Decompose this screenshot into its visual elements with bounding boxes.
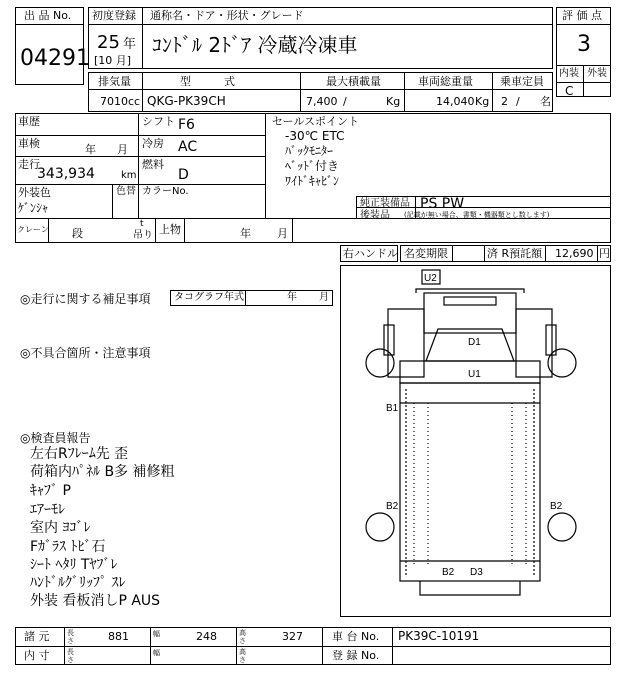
inner-dimensions-label: 内 寸	[24, 649, 50, 662]
inspector-report-label: ◎検査員報告	[20, 431, 91, 445]
fuel-label: 燃料	[142, 158, 164, 171]
body-year-unit: 年	[240, 227, 251, 240]
mark-d1: D1	[468, 337, 481, 348]
rear-bumper	[420, 581, 520, 595]
capacity-label: 乗車定員	[500, 75, 544, 88]
chassis-number-label: 車 台 No.	[332, 630, 380, 643]
cab-roof	[424, 293, 516, 333]
inspector-item: ｼｰﾄ ﾍﾀﾘ Tﾔﾌﾞﾚ	[30, 557, 118, 573]
length-label: 長さ	[67, 629, 74, 645]
cargo-inner-lines	[414, 403, 526, 565]
sales-point-item: ﾍﾞｯﾄﾞ付き	[285, 159, 340, 173]
exterior-grade-label: 外装	[587, 68, 607, 79]
tachograph-month-unit: 月	[319, 292, 329, 303]
exterior-color-label: 外装色	[18, 186, 51, 199]
height-value: 327	[282, 630, 303, 643]
sales-point-item: ﾊﾞｯｸﾓﾆﾀｰ	[285, 144, 334, 158]
inspector-item: 荷箱内ﾊﾟﾈﾙ B多 補修粗	[30, 464, 175, 480]
genuine-equipment-value: PS PW	[420, 196, 465, 212]
gross-weight-unit: Kg	[475, 95, 490, 108]
name-change-label: 名変期限	[404, 247, 448, 260]
vehicle-name: ｺﾝﾄﾞﾙ 2ﾄﾞｱ 冷蔵冷凍車	[152, 33, 358, 57]
dimensions-label: 諸 元	[24, 630, 50, 643]
shift-value: F6	[178, 117, 195, 133]
tachograph-label: タコグラフ年式	[174, 292, 244, 303]
lot-number: 04291	[20, 46, 90, 71]
registration-year: 25	[97, 32, 120, 53]
height-label: 高さ	[239, 629, 246, 645]
body-label: 上物	[159, 223, 181, 236]
ac-value: AC	[178, 139, 198, 155]
crane-label: クレーン	[17, 225, 49, 234]
mark-d3: D3	[470, 567, 483, 578]
capacity-value: 2	[501, 95, 508, 108]
registration-number-label: 登 録 No.	[332, 649, 380, 662]
lot-number-label: 出 品 No.	[24, 9, 72, 22]
driving-notes-label: ◎走行に関する補足事項	[20, 292, 151, 306]
displacement-value: 7010	[100, 95, 128, 108]
recycle-value: 12,690	[555, 247, 594, 260]
inspector-item: 左右Rﾌﾚｰﾑ先 歪	[30, 446, 129, 462]
mileage-label: 走行	[18, 158, 40, 171]
model-label: 型 式	[180, 75, 235, 88]
cab-roof-outline	[416, 289, 524, 293]
length-value: 881	[108, 630, 129, 643]
mark-u2: U2	[424, 273, 437, 284]
inspector-item: Fｶﾞﾗｽ ﾄﾋﾞ石	[30, 539, 106, 555]
crane-stage-unit: 段	[72, 227, 83, 240]
ac-label: 冷房	[142, 137, 164, 150]
exterior-color-value: ｹﾞﾝｼｬ	[18, 201, 49, 215]
first-registration-label: 初度登録	[92, 9, 136, 22]
max-load-value: 7,400	[306, 95, 338, 108]
capacity-unit: 名	[540, 95, 551, 108]
inspector-item: ｷｬﾌﾞ P	[30, 483, 71, 499]
shift-label: シフト	[142, 115, 175, 128]
aftermarket-note: (記載が無い場合、書類・機器類とし数します)	[404, 211, 550, 219]
cargo-left-side	[406, 389, 534, 575]
rating-label: 評 価 点	[562, 9, 602, 22]
rear-right-wheel	[548, 513, 576, 541]
crane-ton-unit: t	[140, 219, 144, 229]
sales-point-item: ﾜｲﾄﾞｷｬﾋﾞﾝ	[285, 174, 340, 188]
genuine-equipment-label: 純正装備品	[360, 198, 410, 209]
rating-value: 3	[577, 32, 591, 57]
rear-left-wheel	[366, 513, 394, 541]
cargo-box	[400, 383, 540, 581]
body-month-unit: 月	[277, 227, 288, 240]
inspection-year-unit: 年	[85, 143, 96, 156]
gross-weight-label: 車両総重量	[418, 75, 473, 88]
front-left-wheel	[366, 349, 394, 377]
mark-b2-right: B2	[550, 501, 563, 512]
chassis-number-value: PK39C-10191	[398, 629, 480, 643]
model-value: QKG-PK39CH	[147, 94, 226, 108]
tachograph-year-unit: 年	[287, 292, 297, 303]
max-load-unit: Kg	[386, 95, 401, 108]
mileage-unit: km	[121, 170, 137, 181]
capacity-separator: /	[516, 95, 520, 108]
width-label: 幅	[153, 630, 160, 638]
inspection-month-unit: 月	[117, 143, 128, 156]
displacement-label: 排気量	[98, 75, 131, 88]
aftermarket-label: 後装品	[360, 210, 390, 221]
width-value: 248	[196, 630, 217, 643]
right-handle-label: 右ハンドル	[343, 247, 398, 260]
inspector-item: ｴｱｰﾓﾚ	[30, 502, 65, 518]
inner-length-label: 長さ	[67, 648, 74, 664]
interior-grade-label: 内装	[559, 68, 579, 79]
inspector-item: 室内 ﾖｺﾞﾚ	[30, 520, 91, 536]
mark-b2-left: B2	[386, 501, 399, 512]
truck-diagram	[340, 265, 611, 617]
gross-weight-value: 14,040	[436, 95, 475, 108]
fuel-value: D	[178, 167, 189, 183]
mark-u1: U1	[468, 369, 481, 380]
defects-label: ◎不具合箇所・注意事項	[20, 346, 151, 360]
crane-lift-label: 吊り	[133, 230, 153, 241]
inner-width-label: 幅	[153, 649, 160, 657]
color-number-label: カラーNo.	[142, 186, 189, 197]
max-load-separator: /	[343, 95, 347, 108]
sales-point-item: -30℃ ETC	[285, 129, 345, 143]
registration-month: [10 月]	[94, 54, 132, 67]
recycle-label: 済 R預託額	[487, 247, 543, 260]
sales-points-label: セールスポイント	[272, 115, 360, 128]
inspection-label: 車検	[18, 137, 40, 150]
inspector-item: 外装 看板消しP AUS	[30, 593, 161, 609]
vehicle-name-label: 通称名・ドア・形状・グレード	[150, 9, 304, 22]
displacement-unit: cc	[128, 95, 141, 108]
inner-height-label: 高さ	[239, 648, 246, 664]
cab-top-window	[444, 297, 496, 305]
history-label: 車歴	[18, 115, 40, 128]
inspector-item: ﾊﾝﾄﾞﾙｸﾞﾘｯﾌﾟ ｽﾚ	[30, 575, 126, 591]
interior-grade-value: C	[565, 84, 574, 98]
mileage-value: 343,934	[37, 166, 95, 182]
mark-b2-bottom: B2	[442, 567, 455, 578]
year-unit: 年	[123, 37, 137, 52]
recycle-unit: 円	[599, 247, 610, 260]
mark-b1: B1	[386, 403, 399, 414]
max-load-label: 最大積載量	[326, 75, 381, 88]
color-change-label: 色替	[116, 186, 136, 197]
